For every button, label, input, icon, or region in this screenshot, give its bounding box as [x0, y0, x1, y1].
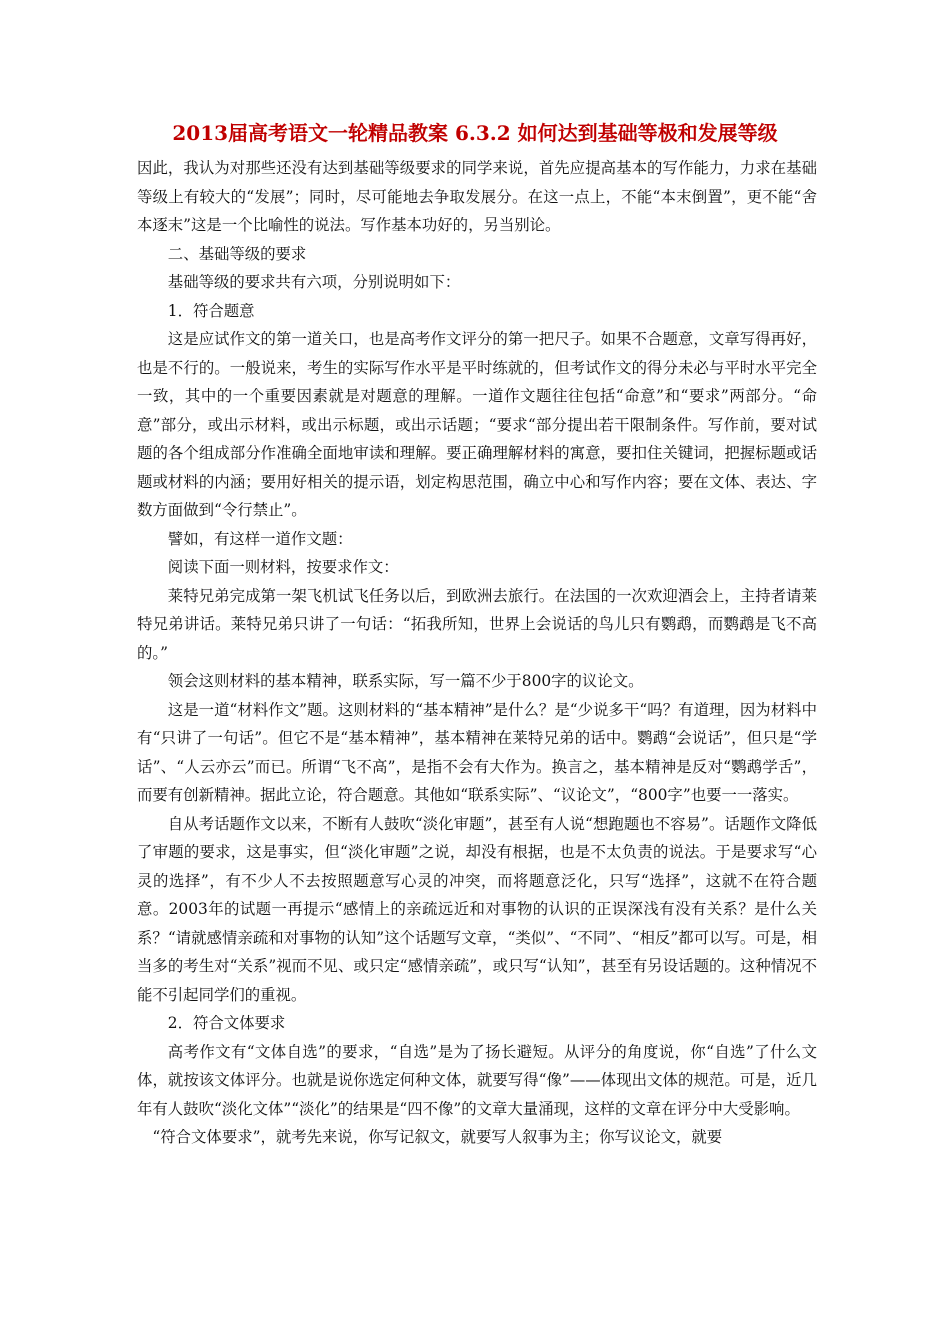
paragraph: 领会这则材料的基本精神，联系实际，写一篇不少于800字的议论文。 [167, 672, 644, 690]
paragraph: 高考作文有“文体自选”的要求，“自选”是为了扬长避短。从评分的角度说，你“自选”了什么文体，就按该文体评分。也就是说你选定何种文体，就要写得“像”——体现出文体的规范。可是，近几年有人鼓吹“淡化文体”“淡化”的结果是“四不像”的文章大量涌现，这样的文章在评分中大受影响。 [137, 1042, 817, 1118]
paragraph: 因此，我认为对那些还没有达到基础等级要求的同学来说，首先应提高基本的写作能力，力求在基础等级上有较大的“发展”；同时，尽可能地去争取发展分。在这一点上，不能“本末倒置”，更不能“舍本逐末”这是一个比喻性的说法。写作基本功好的，另当别论。 [137, 159, 817, 234]
paragraph: 这是一道“材料作文”题。这则材料的“基本精神”是什么？是“少说多干“吗？有道理，因为材料中有“只讲了一句话”。但它不是“基本精神”，基本精神在莱特兄弟的话中。鹦鹉“会说话”，但只是“学话”、“人云亦云”而已。所谓“飞不高”，是指不会有大作为。换言之，基本精神是反对“鹦鹉学舌”，而要有创新精神。据此立论，符合题意。其他如“联系实际”、“议论文”，“800字”也要一一落实。 [137, 700, 817, 804]
paragraph: 譬如，有这样一道作文题： [167, 529, 353, 548]
document-title: 2013届高考语文一轮精品教案 6.3.2 如何达到基础等极和发展等级 [172, 121, 778, 145]
paragraph: 这是应试作文的第一道关口，也是高考作文评分的第一把尺子。如果不合题意，文章写得再好，也是不行的。一般说来，考生的实际写作水平是平时练就的，但考试作文的得分未必与平时水平完全一致，其中的一个重要因素就是对题意的理解。一道作文题往往包括“命意”和“要求”两部分。“命意”部分，或出示材料，或出示标题，或出示话题；“要求“部分提出若干限制条件。写作前，要对试题的各个组成部分作准确全面地审读和理解。要正确理解材料的寓意，要扣住关键词，把握标题或话题或材料的内涵；要用好相关的提示语，划定构思范围，确立中心和写作内容；要在文体、表达、字数方面做到“令行禁止”。 [137, 330, 817, 519]
paragraph: 莱特兄弟完成第一架飞机试飞任务以后，到欧洲去旅行。在法国的一次欢迎酒会上，主持者请莱特兄弟讲话。莱特兄弟只讲了一句话：“拓我所知，世界上会说话的鸟儿只有鹦鹉，而鹦鹉是飞不高的。” [137, 586, 817, 662]
paragraph: 自从考话题作文以来，不断有人鼓吹“淡化审题”，甚至有人说“想跑题也不容易”。话题作文降低了审题的要求，这是事实，但“淡化审题”之说，却没有根据，也是不太负责的说法。于是要求写“心灵的选择”，有不少人不去按照题意写心灵的冲突，而将题意泛化，只写“选择”，这就不在符合题意。2003年的试题一再提示“感情上的亲疏远近和对事物的认识的正误深浅有没有关系？是什么关系？“请就感情亲疏和对事物的认知”这个话题写文章，“类似”、“不同”、“相反”都可以写。可是，相当多的考生对“关系”视而不见、或只定“感情亲疏”，或只写“认知”，甚至有另设话题的。这种情况不能不引起同学们的重视。 [137, 814, 817, 1004]
paragraph: 2．符合文体要求 [167, 1014, 286, 1032]
paragraph: 二、基础等级的要求 [167, 244, 307, 263]
paragraph: 基础等级的要求共有六项，分别说明如下： [167, 273, 461, 291]
document-body [137, 154, 817, 1152]
paragraph: 1．符合题意 [167, 301, 255, 320]
paragraph: 阅读下面一则材料，按要求作文： [167, 558, 399, 576]
paragraph: “符合文体要求”，就考先来说，你写记叙文，就要写人叙事为主；你写议论文，就要 [152, 1128, 723, 1146]
